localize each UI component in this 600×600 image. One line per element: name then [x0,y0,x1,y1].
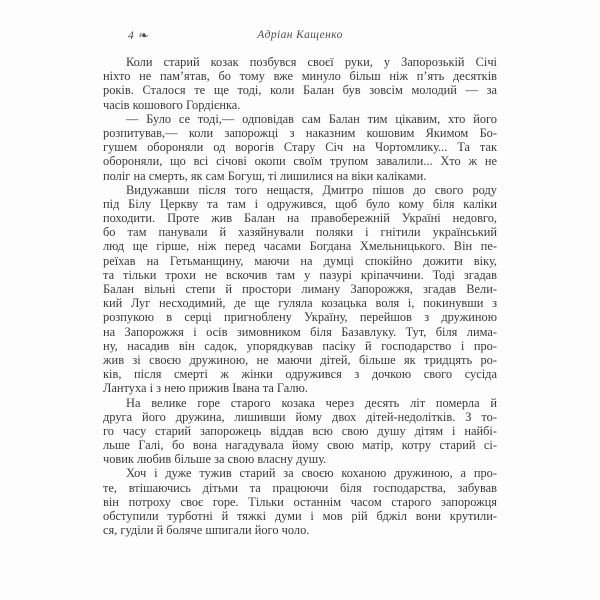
text-line: реїхав на Гетьманщину, маючи на думці спокійно дожити віку, [103,253,497,268]
page-text [103,55,497,537]
text-line: гушем обороняли од ворогів Стару Січ на Чортомлику... Та так [103,140,497,155]
text-line: він потроху своє горе. Тільки останнім часом старого запорожця [103,494,497,509]
text-line: розпукою в серці пригноблену Україну, перейшов з дружиною [103,310,497,325]
text-line: років. Сталося те ще тоді, коли Балан був зовсім молодий — за [103,83,497,98]
text-line: кий Луг несходимий, де ще гуляла козацька воля і, покинувши з [103,296,497,311]
text-line: ся, гуділи й боляче шпигали його чоло. [103,523,310,538]
fleuron-icon: ❧ [137,30,149,42]
text-line: На велике горе старого козака через десять літ померла й [126,395,497,410]
text-line: го часу старий запорожець віддав всю свою душу дітям і найбі- [103,423,497,438]
text-line: обступили турботні й тяжкі думи і мов рій бджіл вони крутили- [103,509,497,523]
page-number: 4 [128,30,134,42]
text-line: бо там панували й хазяйнували поляки і гнітили український [103,225,497,240]
text-line: жив зі своєю дружиною, не маючи дітей, більше як тридцять ро- [103,352,497,367]
text-line: та тільки трохи не вскочив там у пазурі кріпаччини. Тоді згадав [103,267,497,282]
running-title: Адріан Кащенко [257,29,343,41]
text-line: під Білу Церкву та там і одружився, щоб було кому біля каліки [103,196,497,211]
text-line: часів кошового Гордієнка. [103,97,241,112]
text-line: друга його дружина, лишивши йому двох дітей-недолітків. З то- [103,409,497,424]
page-header [103,29,497,44]
text-line: люд ще гірше, ніж перед часами Богдана Хмельницького. Він пе- [103,239,497,254]
text-line: обороняли, що всі січові окопи своїм трупом завалили... Хто ж не [103,154,497,169]
text-line: ну, насадив він садок, упорядкував пасіку й господарство і про- [103,338,497,353]
text-line: — Було се тоді,— одповідав сам Балан тим цікавим, хто його [126,111,497,126]
text-line: походити. Проте жив Балан на правобережній Україні недовго, [103,211,497,226]
text-line: ніхто не пам’ятав, бо тому вже минуло більш ніж п’ять десятків [103,69,497,84]
text-line: поліг на смерть, як сам Богуш, ті лишилися на віки каліками. [103,168,427,183]
text-line: те, втішаючись дітьми та працюючи біля господарства, забував [103,480,497,495]
text-line: човик любив більше за свою власну душу. [103,452,327,467]
text-line: Балан вільні степи й простори лиману Запорожжя, згадав Вели- [103,282,497,296]
text-line: льше Галі, бо вона нагадувала йому свою матір, котру старий сі- [103,438,497,453]
text-line: розпитував,— коли запорожці з наказним кошовим Якимом Бо- [103,125,497,140]
text-line: Видужавши після того нещастя, Дмитро пішов до свого роду [126,182,497,197]
text-line: Хоч і дуже тужив старий за своєю коханою дружиною, а про- [126,466,497,481]
text-line: Коли старий козак позбувся своєї руки, у Запорозькій Січі [126,55,497,69]
text-line: на Запорожжя і осів зимовником біля Базавлуку. Тут, біля лима- [103,324,497,339]
text-line: Лантуха і з нею прижив Івана та Галю. [103,381,308,396]
page-number-group [128,29,148,42]
text-line: ків, після смерті ж жінки одружився з дочкою свого сусіда [103,367,497,382]
